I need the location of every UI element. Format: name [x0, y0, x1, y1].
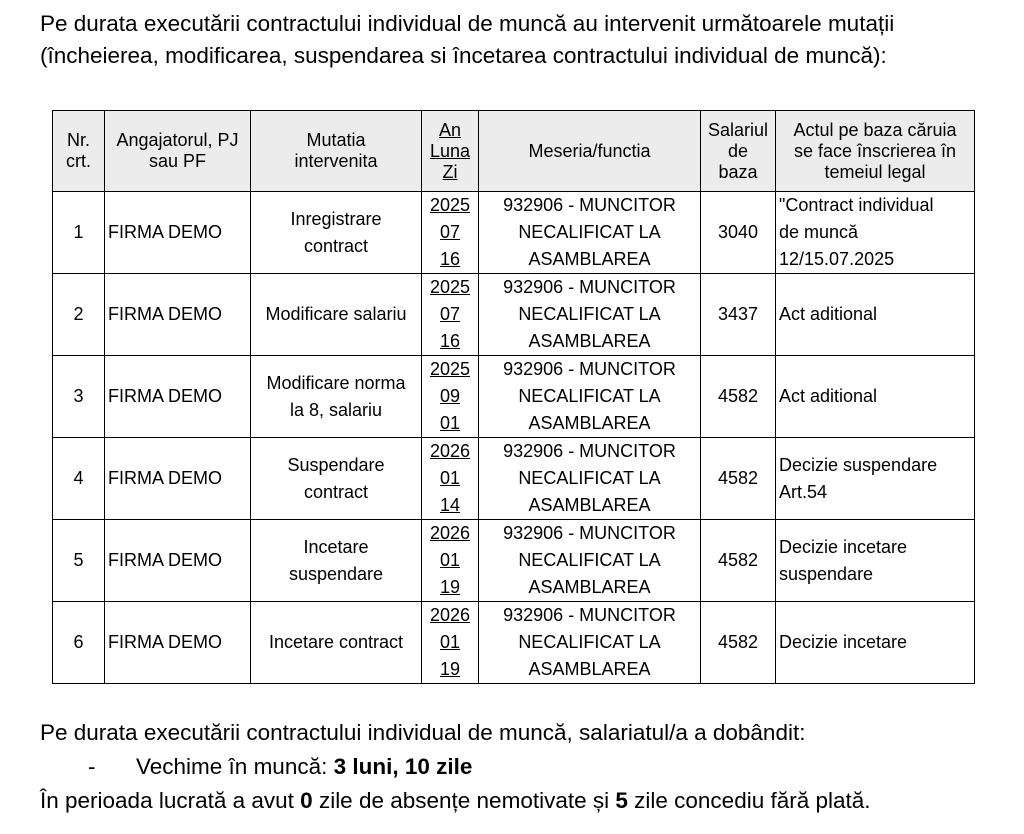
cell-date — [422, 602, 479, 684]
job-line: 932906 - MUNCITOR — [503, 523, 676, 543]
cell-nr: 3 — [53, 356, 105, 438]
cell-nr: 1 — [53, 192, 105, 274]
cell-date — [422, 520, 479, 602]
job-line: ASAMBLAREA — [528, 413, 651, 433]
mutation-line: contract — [303, 235, 369, 256]
cell-job — [479, 192, 701, 274]
cell-salary: 4582 — [701, 356, 776, 438]
table-row — [53, 274, 975, 356]
header-date-month: Luna — [429, 140, 471, 161]
job-line: NECALIFICAT LA — [518, 468, 661, 488]
act-line: Act aditional — [779, 386, 878, 406]
cell-date — [422, 356, 479, 438]
table-row — [53, 356, 975, 438]
absence-suffix: zile concediu fără plată. — [627, 788, 871, 813]
mutation-line: Incetare — [303, 536, 369, 557]
header-employer — [105, 111, 251, 192]
seniority-line — [40, 750, 1020, 784]
cell-job — [479, 274, 701, 356]
act-line: Decizie suspendare — [779, 454, 938, 475]
header-date-year: An — [438, 119, 462, 140]
cell-date — [422, 274, 479, 356]
table-row — [53, 192, 975, 274]
header-nr-line: Nr. — [66, 130, 90, 150]
act-line: Decizie incetare — [779, 632, 908, 652]
cell-mutation — [251, 602, 422, 684]
header-nr-line: crt. — [66, 151, 91, 171]
act-line: Decizie incetare — [779, 536, 908, 557]
date-month: 07 — [439, 222, 461, 242]
header-act-line: se face înscrierea în — [793, 140, 957, 161]
intro-line-2: (încheierea, modificarea, suspendarea si încetarea contractului individual de muncă): — [40, 43, 887, 68]
job-line: NECALIFICAT LA — [518, 222, 661, 242]
seniority-label: Vechime în muncă: — [136, 754, 334, 779]
cell-job — [479, 520, 701, 602]
header-act-line: temeiul legal — [824, 161, 926, 182]
bullet-marker: - — [88, 754, 96, 779]
header-act-line: Actul pe baza căruia — [793, 119, 957, 140]
cell-employer: FIRMA DEMO — [105, 602, 251, 684]
job-line: ASAMBLAREA — [528, 577, 651, 597]
cell-employer: FIRMA DEMO — [105, 192, 251, 274]
date-day: 14 — [439, 495, 461, 515]
cell-employer: FIRMA DEMO — [105, 438, 251, 520]
date-month: 01 — [439, 632, 461, 652]
cell-salary: 4582 — [701, 438, 776, 520]
table-row — [53, 602, 975, 684]
absence-line — [40, 784, 1020, 818]
seniority-value: 3 luni, 10 zile — [333, 754, 473, 779]
header-employer-line: Angajatorul, PJ — [116, 130, 239, 150]
header-employer-line: sau PF — [148, 151, 207, 171]
date-month: 01 — [439, 550, 461, 570]
mutations-table — [52, 110, 975, 684]
header-salary — [701, 111, 776, 192]
date-year: 2025 — [429, 277, 471, 297]
mutation-line: Suspendare — [287, 454, 385, 475]
job-line: 932906 - MUNCITOR — [503, 359, 676, 379]
mutation-line: la 8, salariu — [289, 399, 383, 420]
date-day: 16 — [439, 331, 461, 351]
cell-salary: 3040 — [701, 192, 776, 274]
act-line: de muncă — [779, 222, 859, 242]
mutation-line: Incetare contract — [268, 632, 404, 652]
cell-employer: FIRMA DEMO — [105, 520, 251, 602]
header-date — [422, 111, 479, 192]
cell-salary: 4582 — [701, 520, 776, 602]
cell-nr: 4 — [53, 438, 105, 520]
header-job: Meseria/functia — [479, 111, 701, 192]
act-line: Act aditional — [779, 304, 878, 324]
mutation-line: Inregistrare — [290, 208, 382, 229]
cell-act — [776, 602, 975, 684]
header-salary-line: baza — [718, 161, 758, 182]
cell-act — [776, 438, 975, 520]
header-mutation — [251, 111, 422, 192]
cell-employer: FIRMA DEMO — [105, 274, 251, 356]
cell-mutation — [251, 192, 422, 274]
date-month: 07 — [439, 304, 461, 324]
act-line: Art.54 — [779, 481, 828, 502]
job-line: ASAMBLAREA — [528, 495, 651, 515]
date-day: 16 — [439, 249, 461, 269]
cell-act — [776, 520, 975, 602]
job-line: 932906 - MUNCITOR — [503, 277, 676, 297]
job-line: 932906 - MUNCITOR — [503, 605, 676, 625]
mutation-line: contract — [303, 481, 369, 502]
date-year: 2025 — [429, 359, 471, 379]
summary-intro: Pe durata executării contractului individual de muncă, salariatul/a a dobândit: — [40, 720, 806, 745]
cell-nr: 2 — [53, 274, 105, 356]
header-salary-line: de — [727, 140, 749, 161]
job-line: NECALIFICAT LA — [518, 632, 661, 652]
intro-paragraph — [40, 8, 1020, 72]
act-line: "Contract individual — [779, 195, 934, 215]
date-day: 19 — [439, 577, 461, 597]
table-row — [53, 520, 975, 602]
act-line: suspendare — [779, 563, 874, 584]
cell-act — [776, 192, 975, 274]
date-month: 01 — [439, 468, 461, 488]
cell-job — [479, 356, 701, 438]
mutation-line: Modificare norma — [266, 372, 406, 393]
absence-prefix: În perioada lucrată a avut — [40, 788, 301, 813]
cell-date — [422, 192, 479, 274]
job-line: 932906 - MUNCITOR — [503, 441, 676, 461]
cell-salary: 3437 — [701, 274, 776, 356]
job-line: NECALIFICAT LA — [518, 304, 661, 324]
date-year: 2026 — [429, 441, 471, 461]
table-header — [53, 111, 975, 192]
cell-job — [479, 602, 701, 684]
date-year: 2026 — [429, 523, 471, 543]
job-line: NECALIFICAT LA — [518, 386, 661, 406]
cell-mutation — [251, 438, 422, 520]
cell-mutation — [251, 356, 422, 438]
act-line: 12/15.07.2025 — [779, 249, 895, 269]
cell-salary: 4582 — [701, 602, 776, 684]
job-line: ASAMBLAREA — [528, 331, 651, 351]
cell-date — [422, 438, 479, 520]
cell-nr: 6 — [53, 602, 105, 684]
cell-act — [776, 274, 975, 356]
summary-section — [40, 716, 1020, 818]
cell-act — [776, 356, 975, 438]
header-mutation-line: Mutatia — [306, 130, 366, 150]
date-month: 09 — [439, 386, 461, 406]
table-body — [53, 192, 975, 684]
absence-days: 0 — [300, 788, 313, 813]
cell-mutation — [251, 274, 422, 356]
job-line: ASAMBLAREA — [528, 249, 651, 269]
unpaid-days: 5 — [615, 788, 628, 813]
mutation-line: suspendare — [288, 563, 384, 584]
header-salary-line: Salariul — [707, 119, 769, 140]
date-year: 2026 — [429, 605, 471, 625]
date-day: 19 — [439, 659, 461, 679]
cell-mutation — [251, 520, 422, 602]
mutation-line: Modificare salariu — [265, 304, 407, 324]
absence-middle: zile de absențe nemotivate și — [312, 788, 616, 813]
cell-employer: FIRMA DEMO — [105, 356, 251, 438]
header-date-day: Zi — [442, 161, 458, 182]
job-line: ASAMBLAREA — [528, 659, 651, 679]
header-mutation-line: intervenita — [294, 151, 378, 171]
intro-line-1: Pe durata executării contractului individual de muncă au intervenit următoarele mutații — [40, 11, 895, 36]
cell-job — [479, 438, 701, 520]
header-nr — [53, 111, 105, 192]
job-line: NECALIFICAT LA — [518, 550, 661, 570]
date-day: 01 — [439, 413, 461, 433]
header-act — [776, 111, 975, 192]
date-year: 2025 — [429, 195, 471, 215]
table-row — [53, 438, 975, 520]
cell-nr: 5 — [53, 520, 105, 602]
job-line: 932906 - MUNCITOR — [503, 195, 676, 215]
